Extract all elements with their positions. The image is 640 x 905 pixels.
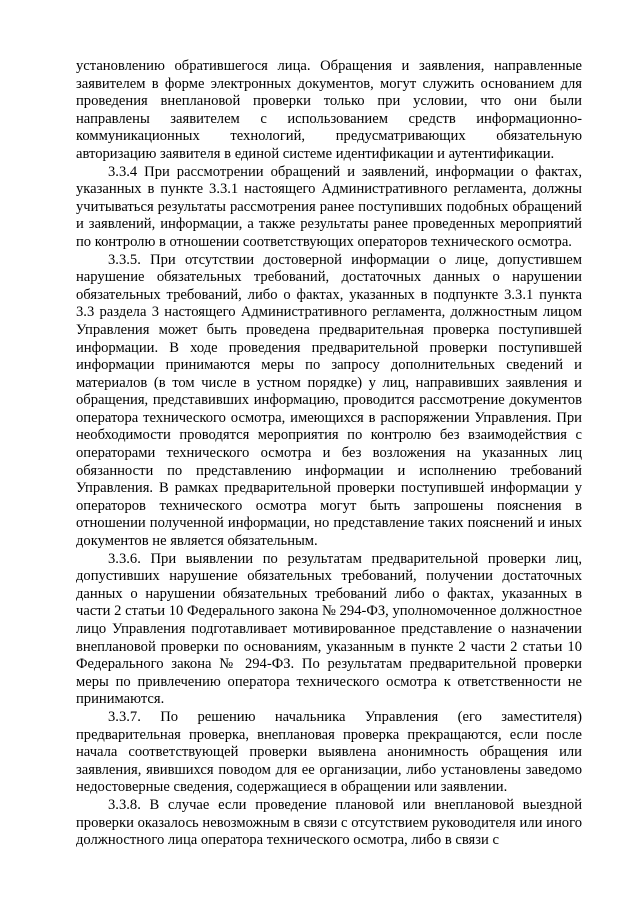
paragraph-3-3-8: 3.3.8. В случае если проведение плановой или внеплановой выездной проверки оказалось невозможным в связи с отсутствием руководителя или иного должностного лица оператора технического осмотра, либо в связи с [76, 796, 582, 849]
paragraph-3-3-7: 3.3.7. По решению начальника Управления (его заместителя) предварительная проверка, внеплановая проверка прекращаются, если после начала соответствующей проверки выявлена анонимность обращения или заявления, явившихся поводом для ее организации, либо установлены заведомо недостоверные сведения, содержащиеся в обращении или заявлении. [76, 708, 582, 796]
paragraph-continuation: установлению обратившегося лица. Обращения и заявления, направленные заявителем в форме электронных документов, могут служить основанием для проведения внеплановой проверки только при условии, что они были направлены заявителем с использованием средств информационно-коммуникационных технологий, предусматривающих обязательную авторизацию заявителя в единой системе идентификации и аутентификации. [76, 58, 582, 162]
document-body [76, 58, 582, 850]
paragraph-3-3-6: 3.3.6. При выявлении по результатам предварительной проверки лиц, допустивших нарушение обязательных требований, получении достаточных данных о нарушении обязательных требований либо о фактах, указанных в части 2 статьи 10 Федерального закона № 294-ФЗ, уполномоченное должностное лицо Управления подготавливает мотивированное представление о назначении внеплановой проверки по основаниям, указанным в пункте 2 части 2 статьи 10 Федерального закона № 294-ФЗ. По результатам предварительной проверки меры по привлечению оператора технического осмотра к ответственности не принимаются. [76, 550, 582, 708]
paragraph-3-3-4: 3.3.4 При рассмотрении обращений и заявлений, информации о фактах, указанных в пункте 3.3.1 настоящего Административного регламента, должны учитываться результаты рассмотрения ранее поступивших подобных обращений и заявлений, информации, а также результаты ранее проведенных мероприятий по контролю в отношении соответствующих операторов технического осмотра. [76, 163, 582, 250]
paragraph-3-3-5: 3.3.5. При отсутствии достоверной информации о лице, допустившем нарушение обязательных требований, достаточных данных о нарушении обязательных требований, либо о фактах, указанных в подпункте 3.3.1 пункта 3.3 раздела 3 настоящего Административного регламента, должностным лицом Управления может быть проведена предварительная проверка поступившей информации. В ходе проведения предварительной проверки поступившей информации принимаются меры по запросу дополнительных сведений и материалов (в том числе в устном порядке) у лиц, направивших заявления и обращения, представивших информацию, проводится рассмотрение документов оператора технического осмотра, имеющихся в распоряжении Управления. При необходимости проводятся мероприятия по контролю без взаимодействия с операторами технического осмотра и без возложения на указанных лиц обязанности по представлению информации и исполнению требований Управления. В рамках предварительной проверки поступившей информации у операторов технического осмотра могут быть запрошены пояснения в отношении полученной информации, но представление таких пояснений и иных документов не является обязательным. [76, 251, 582, 550]
